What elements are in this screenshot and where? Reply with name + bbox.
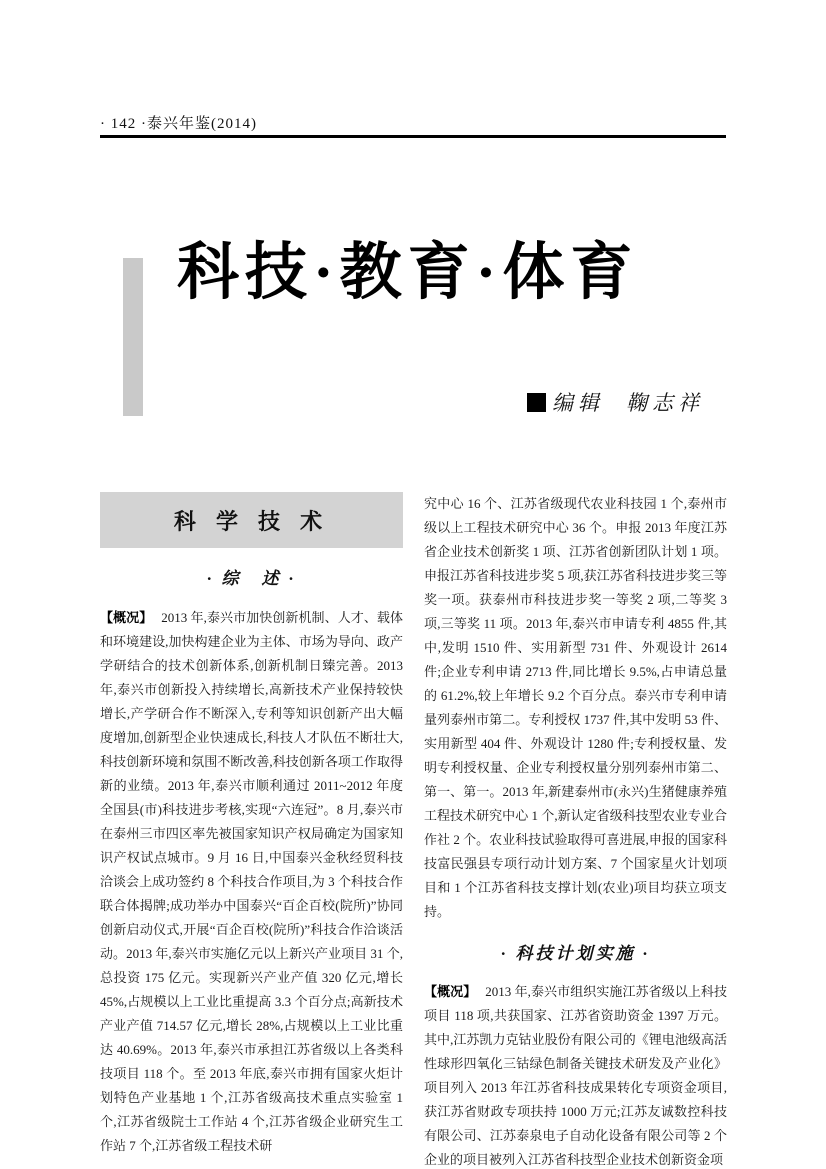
overview-text-left: 2013 年,泰兴市加快创新机制、人才、载体和环境建设,加快构建企业为主体、市场为导向、政产学研结合的技术创新体系,创新机制日臻完善。2013 年,泰兴市创新投入持续增长,高新技术产业保持较快增长,产学研合作不断深入,专利等知识创新产出大幅度增加,创新型企业快速成长,科技人才队伍不断壮大,科技创新环境和氛围不断改善,科技创新各项工作取得新的业绩。2013 年,泰兴市顺利通过 2011~2012 年度全国县(市)科技进步考核,实现“六连冠”。8 月,泰兴市在泰州三市四区率先被国家知识产权局确定为国家知识产权试点城市。9 月 16 日,中国泰兴金秋经贸科技洽谈会上成功签约 8 个科技合作项目,为 3 个科技合作联合体揭牌;成功举办中国泰兴“百企百校(院所)”协同创新启动仪式,开展“百企百校(院所)”科技合作洽谈活动。2013 年,泰兴市实施亿元以上新兴产业项目 31 个,总投资 175 亿元。实现新兴产业产值 320 亿元,增长 45%,占规模以上工业比重提高 3.3 个百分点;高新技术产业产值 714.57 亿元,增长 28%,占规模以上工业比重达 40.69%。2013 年,泰兴市承担江苏省级以上各类科技项目 118 个。至 2013 年底,泰兴市拥有国家火炬计划特色产业基地 1 个,江苏省级高技术重点实验室 1 个,江苏省级院士工作站 4 个,江苏省级企业研究生工作站 7 个,江苏省级工程技术研: [100, 610, 403, 1153]
section-title-box: [100, 492, 403, 548]
editor-name: 鞠志祥: [626, 391, 704, 415]
plan-text: 2013 年,泰兴市组织实施江苏省级以上科技项目 118 项,共获国家、江苏省资助资金 1397 万元。其中,江苏凯力克钴业股份有限公司的《锂电池级高活性球形四氧化三钴绿色制备关键技术研发及产业化》项目列入 2013 年江苏省科技成果转化专项资金项目,获江苏省财政专项扶持 1000 万元;江苏友诚数控科技有限公司、江苏泰泉电子自动化设备有限公司等 2 个企业的项目被列入江苏省科技型企业技术创新资金项: [424, 984, 727, 1167]
left-column: [100, 492, 403, 1158]
overview-text-right: 究中心 16 个、江苏省级现代农业科技园 1 个,泰州市级以上工程技术研究中心 36 个。申报 2013 年度江苏省企业技术创新奖 1 项、江苏省创新团队计划 1 项。申报江苏省科技进步奖 5 项,获江苏省科技进步奖三等奖一项。获泰州市科技进步奖一等奖 2 项,二等奖 3 项,三等奖 11 项。2013 年,泰兴市申请专利 4855 件,其中,发明 1510 件、实用新型 731 件、外观设计 2614 件;企业专利申请 2713 件,同比增长 9.5%,占申请总量的 61.2%,较上年增长 9.2 个百分点。泰兴市专利申请量列泰州市第二。专利授权 1737 件,其中发明 53 件、实用新型 404 件、外观设计 1280 件;专利授权量、发明专利授权量、企业专利授权量分别列泰州市第二、第一、第一。2013 年,新建泰州市(永兴)生猪健康养殖工程技术研究中心 1 个,新认定省级科技型农业专业合作社 2 个。农业科技试验取得可喜进展,申报的国家科技富民强县专项行动计划方案、7 个国家星火计划项目和 1 个江苏省科技支撑计划(农业)项目均获立项支持。: [424, 496, 727, 919]
chapter-title: 科技·教育·体育: [177, 239, 639, 307]
subsection-heading-overview: · 综 述 ·: [207, 569, 296, 588]
overview-paragraph-continuation: [424, 492, 727, 924]
running-header-text: · 142 ·泰兴年鉴(2014): [100, 116, 257, 132]
chapter-decor-bar: [123, 258, 143, 416]
editor-square-icon: [527, 393, 546, 412]
running-header: [100, 112, 727, 133]
subsection-heading-plan: · 科技计划实施 ·: [501, 944, 650, 963]
section-title: 科 学 技 术: [173, 508, 330, 534]
editor-line: [527, 387, 704, 417]
overview-paragraph-label: 【概况】: [100, 610, 153, 625]
overview-paragraph-left: [100, 606, 403, 1158]
editor-label: 编辑: [552, 391, 604, 415]
two-column-body: [100, 492, 727, 1169]
plan-paragraph-label: 【概况】: [424, 984, 477, 999]
right-column: [424, 492, 727, 1169]
header-rule: [100, 135, 726, 138]
plan-paragraph: [424, 980, 727, 1169]
